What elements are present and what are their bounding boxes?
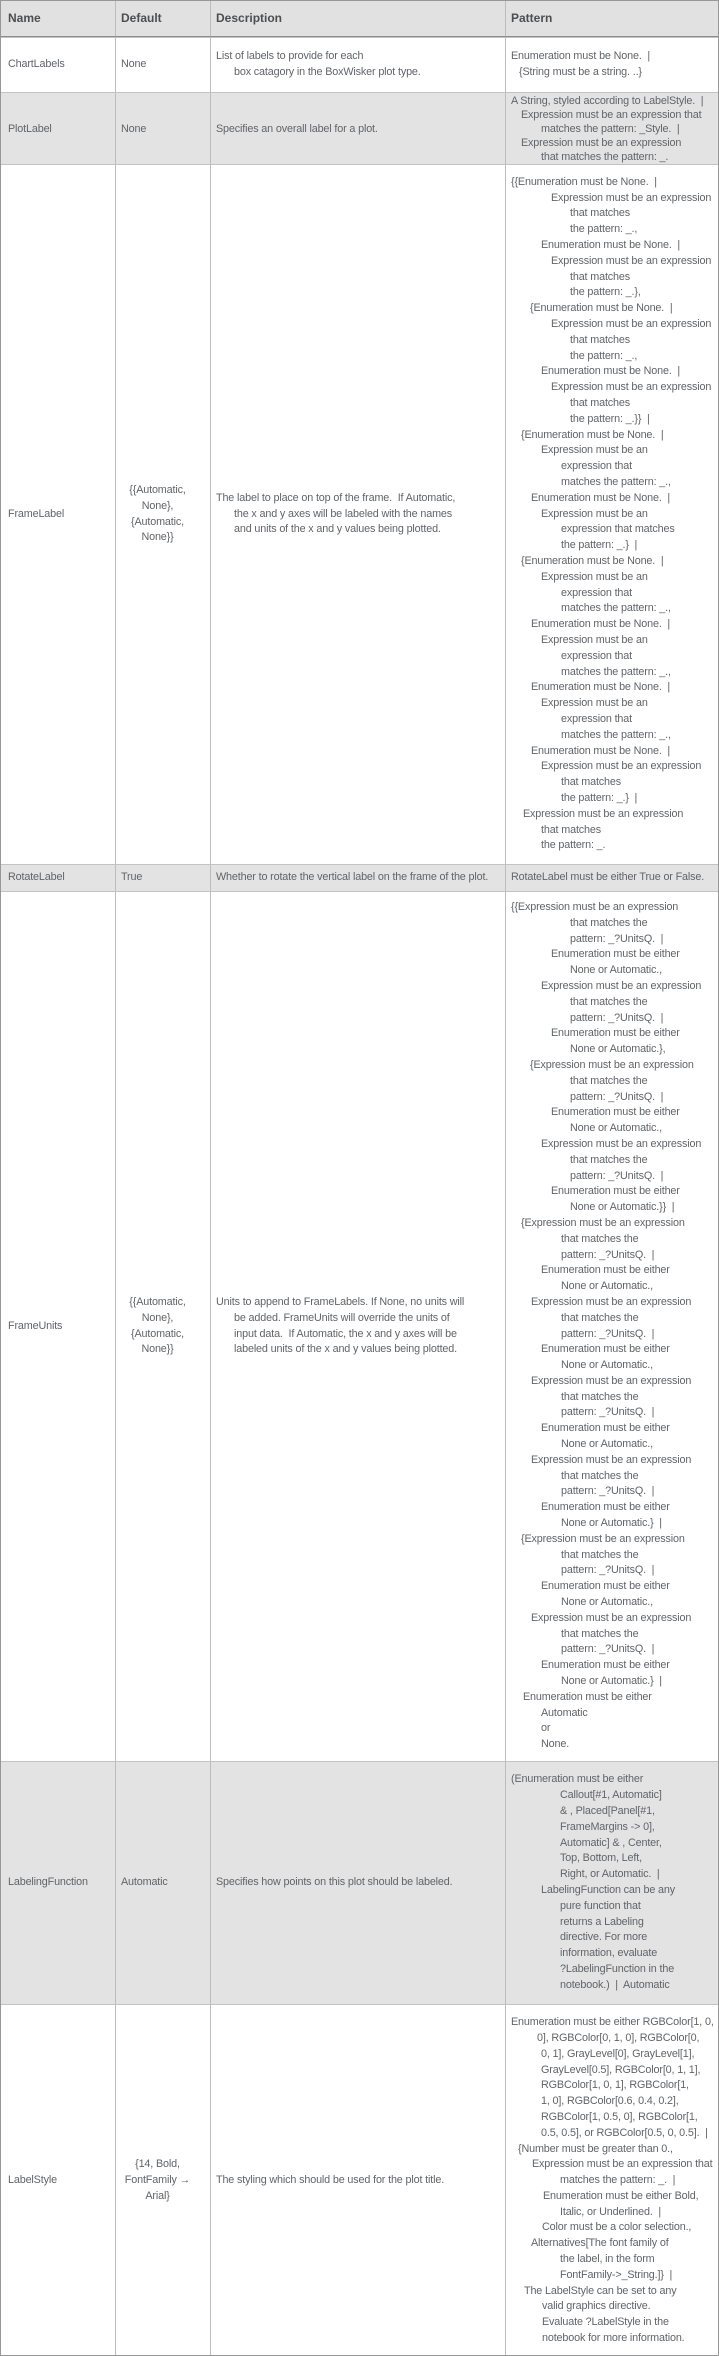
cell-name: [1, 38, 115, 92]
pattern-line: pattern: _?UnitsQ. |: [570, 1011, 664, 1024]
pattern-line: that matches the: [570, 1153, 648, 1166]
pattern-line: pattern: _?UnitsQ. |: [561, 1643, 655, 1656]
pattern-line: Enumeration must be either: [541, 1343, 670, 1356]
pattern-line: Expression must be an expression: [531, 1295, 692, 1308]
pattern-line: None or Automatic.,: [561, 1280, 653, 1293]
cell-default: [115, 865, 210, 891]
default-value-line: None},: [141, 1311, 174, 1324]
table-row: [1, 2004, 718, 2356]
pattern-line: matches the pattern: _. |: [560, 2174, 676, 2187]
pattern-line: Enumeration must be either: [541, 1580, 670, 1593]
cell-description: [210, 892, 505, 1761]
pattern-line: LabelingFunction can be any: [541, 1884, 676, 1896]
cell-default: [115, 2005, 210, 2356]
default-value-line: {14, Bold,: [135, 2158, 180, 2171]
pattern-line: pure function that: [560, 1899, 641, 1912]
pattern-line: ?LabelingFunction in the: [560, 1962, 675, 1975]
description-line: Specifies an overall label for a plot.: [216, 122, 378, 135]
column-header-name: [1, 1, 115, 36]
pattern-line: pattern: _?UnitsQ. |: [570, 1169, 664, 1182]
pattern-line: FrameMargins -> 0],: [560, 1820, 655, 1833]
pattern-line: pattern: _?UnitsQ. |: [561, 1564, 655, 1577]
pattern-line: {Enumeration must be None. |: [521, 428, 664, 441]
cell-pattern: [505, 892, 718, 1761]
column-header-description: [210, 1, 505, 36]
option-name: ChartLabels: [8, 58, 65, 71]
cell-default: [115, 38, 210, 92]
pattern-line: notebook for more information.: [542, 2332, 685, 2345]
default-value-line: None: [121, 58, 147, 71]
pattern-line: {Enumeration must be None. |: [521, 554, 664, 567]
pattern-line: The LabelStyle can be set to any: [524, 2284, 677, 2297]
pattern-line: None or Automatic.,: [570, 964, 662, 977]
pattern-line: matches the pattern: _.,: [561, 602, 671, 615]
default-value-line: None: [121, 122, 147, 135]
pattern-line: or: [541, 1722, 551, 1735]
pattern-line: Expression must be an expression: [551, 318, 712, 331]
default-value-line: {{Automatic,: [129, 483, 186, 496]
pattern-line: pattern: _?UnitsQ. |: [570, 932, 664, 945]
pattern-line: Top, Bottom, Left,: [560, 1852, 642, 1865]
cell-description: [210, 93, 505, 164]
pattern-line: the pattern: _.}} |: [570, 412, 650, 425]
pattern-line: Expression must be an expression: [551, 381, 712, 394]
pattern-line: that matches the: [570, 995, 648, 1008]
pattern-line: None or Automatic.,: [561, 1359, 653, 1372]
cell-pattern: [505, 93, 718, 164]
pattern-line: Automatic: [541, 1706, 588, 1719]
default-value-line: None},: [141, 499, 174, 512]
pattern-line: Enumeration must be either: [541, 1264, 670, 1277]
pattern-line: Expression must be an: [541, 507, 648, 520]
pattern-line: Expression must be an expression: [541, 979, 702, 992]
pattern-line: Expression must be an expression: [531, 1611, 692, 1624]
table-body: [1, 37, 718, 2356]
pattern-line: that matches: [570, 270, 631, 283]
pattern-line: Expression must be an expression: [531, 1453, 692, 1466]
pattern-line: Alternatives[The font family of: [531, 2237, 669, 2250]
pattern-line: that matches the: [570, 1074, 648, 1087]
pattern-line: information, evaluate: [560, 1947, 658, 1960]
pattern-line: None or Automatic.,: [570, 1122, 662, 1135]
pattern-line: None or Automatic.,: [561, 1438, 653, 1451]
pattern-line: expression that: [561, 649, 632, 662]
pattern-line: that matches the: [561, 1311, 639, 1324]
pattern-line: Enumeration must be either: [551, 1185, 680, 1198]
pattern-line: Expression must be an expression: [541, 1137, 702, 1150]
pattern-line: Enumeration must be either: [523, 1690, 652, 1703]
cell-pattern: [505, 1762, 718, 2004]
pattern-line: Automatic] & , Center,: [560, 1836, 662, 1849]
pattern-line: Enumeration must be either: [541, 1422, 670, 1435]
cell-default: [115, 93, 210, 164]
pattern-line: A String, styled according to LabelStyle. |: [511, 94, 704, 107]
pattern-line: FontFamily->_String.]} |: [560, 2268, 673, 2281]
pattern-line: None or Automatic.},: [570, 1043, 666, 1056]
cell-name: [1, 93, 115, 164]
pattern-line: Enumeration must be either: [541, 1501, 670, 1514]
option-name: LabelStyle: [8, 2174, 57, 2187]
pattern-line: expression that: [561, 460, 632, 473]
pattern-line: {Expression must be an expression: [521, 1532, 685, 1545]
pattern-line: Expression must be an expression: [521, 136, 682, 149]
pattern-line: Expression must be an expression that: [532, 2158, 713, 2171]
option-name: RotateLabel: [8, 871, 65, 884]
option-name: PlotLabel: [8, 122, 52, 135]
pattern-line: {Enumeration must be None. |: [530, 302, 673, 315]
table-row: [1, 1761, 718, 2004]
table-row: [1, 164, 718, 864]
default-value-line: Arial}: [145, 2189, 170, 2202]
pattern-line: 0.5, 0.5], or RGBColor[0.5, 0, 0.5]. |: [541, 2126, 708, 2139]
pattern-line: that matches the: [561, 1627, 639, 1640]
cell-pattern: [505, 865, 718, 891]
pattern-line: None or Automatic.} |: [561, 1675, 662, 1688]
pattern-line: Enumeration must be either: [551, 1027, 680, 1040]
cell-default: [115, 165, 210, 864]
pattern-line: pattern: _?UnitsQ. |: [561, 1406, 655, 1419]
pattern-line: that matches: [561, 776, 622, 789]
pattern-line: pattern: _?UnitsQ. |: [561, 1327, 655, 1340]
cell-name: [1, 865, 115, 891]
cell-name: [1, 892, 115, 1761]
pattern-line: the pattern: _.,: [570, 349, 638, 362]
pattern-line: that matches the: [561, 1390, 639, 1403]
pattern-line: Expression must be an: [541, 633, 648, 646]
cell-pattern: [505, 2005, 718, 2356]
cell-description: [210, 2005, 505, 2356]
pattern-line: that matches: [570, 333, 631, 346]
pattern-line: Color must be a color selection.,: [542, 2221, 692, 2234]
description-line: The styling which should be used for the plot title.: [216, 2174, 445, 2187]
default-value-line: True: [121, 871, 143, 884]
pattern-line: {Expression must be an expression: [521, 1216, 685, 1229]
default-value-line: None}}: [141, 1343, 174, 1356]
pattern-line: None.: [541, 1738, 570, 1751]
table-row: [1, 891, 718, 1761]
cell-description: [210, 1762, 505, 2004]
pattern-line: Enumeration must be None. |: [511, 50, 651, 63]
table-header-row: [1, 1, 718, 37]
pattern-line: Right, or Automatic. |: [560, 1868, 660, 1881]
pattern-line: Expression must be an: [541, 444, 648, 457]
pattern-line: {Number must be greater than 0.,: [518, 2142, 673, 2155]
pattern-line: {Expression must be an expression: [530, 1058, 694, 1071]
pattern-line: {{Enumeration must be None. |: [511, 175, 657, 188]
pattern-line: & , Placed[Panel[#1,: [560, 1805, 655, 1818]
pattern-line: Expression must be an: [541, 570, 648, 583]
pattern-line: GrayLevel[0.5], RGBColor[0, 1, 1],: [541, 2063, 701, 2076]
table-row: [1, 864, 718, 891]
pattern-line: Expression must be an: [541, 697, 648, 710]
column-header-label: Description: [216, 10, 283, 25]
column-header-label: Pattern: [511, 10, 553, 25]
pattern-line: 0], RGBColor[0, 1, 0], RGBColor[0,: [537, 2031, 700, 2044]
column-header-pattern: [505, 1, 718, 36]
pattern-line: that matches: [541, 823, 602, 836]
pattern-line: Enumeration must be either: [551, 1106, 680, 1119]
table-row: [1, 92, 718, 164]
pattern-line: Italic, or Underlined. |: [560, 2205, 662, 2218]
pattern-line: Enumeration must be None. |: [531, 491, 671, 504]
pattern-line: matches the pattern: _Style. |: [541, 122, 680, 135]
pattern-line: Enumeration must be None. |: [531, 744, 671, 757]
pattern-line: the pattern: _.} |: [561, 791, 638, 804]
option-name: FrameLabel: [8, 507, 65, 520]
pattern-line: that matches the: [570, 916, 648, 929]
pattern-line: expression that: [561, 712, 632, 725]
pattern-line: Callout[#1, Automatic]: [560, 1789, 662, 1802]
pattern-line: returns a Labeling: [560, 1915, 644, 1928]
option-name: FrameUnits: [8, 1319, 63, 1332]
cell-description: [210, 165, 505, 864]
pattern-line: pattern: _?UnitsQ. |: [561, 1485, 655, 1498]
cell-pattern: [505, 38, 718, 92]
pattern-line: Enumeration must be None. |: [531, 681, 671, 694]
column-header-default: [115, 1, 210, 36]
pattern-line: expression that matches: [561, 523, 675, 536]
pattern-line: directive. For more: [560, 1931, 648, 1944]
description-line: the x and y axes will be labeled with the names: [234, 507, 453, 520]
cell-description: [210, 38, 505, 92]
pattern-line: that matches the: [561, 1232, 639, 1245]
pattern-line: that matches: [570, 397, 631, 410]
pattern-line: Enumeration must be either: [541, 1659, 670, 1672]
pattern-line: Expression must be an expression: [531, 1374, 692, 1387]
pattern-line: Enumeration must be either Bold,: [543, 2189, 699, 2202]
description-line: List of labels to provide for each: [216, 50, 364, 63]
cell-pattern: [505, 165, 718, 864]
default-value-line: {{Automatic,: [129, 1295, 186, 1308]
pattern-line: Enumeration must be None. |: [531, 618, 671, 631]
pattern-line: Enumeration must be either: [551, 948, 680, 961]
pattern-line: Expression must be an expression: [551, 254, 712, 267]
pattern-line: Expression must be an expression that: [521, 108, 702, 121]
pattern-line: 1, 0], RGBColor[0.6, 0.4, 0.2],: [541, 2095, 679, 2108]
pattern-line: None or Automatic.} |: [561, 1517, 662, 1530]
description-line: The label to place on top of the frame. If Automatic,: [216, 491, 456, 504]
default-value-line: None}}: [141, 531, 174, 544]
pattern-line: the label, in the form: [560, 2253, 655, 2266]
description-line: Specifies how points on this plot should be labeled.: [216, 1876, 453, 1889]
description-line: input data. If Automatic, the x and y axes will be: [234, 1327, 457, 1340]
option-name: LabelingFunction: [8, 1876, 88, 1889]
pattern-line: {{Expression must be an expression: [511, 900, 679, 913]
pattern-line: the pattern: _.},: [570, 286, 641, 299]
pattern-line: the pattern: _.,: [570, 223, 638, 236]
pattern-line: RGBColor[1, 0.5, 0], RGBColor[1,: [541, 2110, 698, 2123]
pattern-line: Enumeration must be either RGBColor[1, 0,: [511, 2016, 714, 2029]
pattern-line: Enumeration must be None. |: [541, 239, 681, 252]
pattern-line: that matches the pattern: _.: [541, 150, 669, 163]
pattern-line: None or Automatic.}} |: [570, 1201, 675, 1214]
cell-name: [1, 1762, 115, 2004]
pattern-line: (Enumeration must be either: [511, 1773, 644, 1786]
pattern-line: {String must be a string. ..}: [519, 66, 642, 78]
default-value-line: Automatic: [121, 1876, 168, 1889]
pattern-line: Expression must be an expression: [541, 760, 702, 773]
description-line: labeled units of the x and y values being plotted.: [234, 1343, 457, 1356]
default-value-line: FontFamily →: [124, 2174, 191, 2187]
pattern-line: pattern: _?UnitsQ. |: [561, 1248, 655, 1261]
pattern-line: valid graphics directive.: [542, 2300, 651, 2313]
pattern-line: the pattern: _.: [541, 839, 606, 852]
description-line: Whether to rotate the vertical label on the frame of the plot.: [216, 871, 489, 884]
description-line: box catagory in the BoxWisker plot type.: [234, 66, 421, 78]
pattern-line: the pattern: _.} |: [561, 539, 638, 552]
cell-name: [1, 165, 115, 864]
cell-description: [210, 865, 505, 891]
description-line: and units of the x and y values being plotted.: [234, 523, 441, 536]
description-line: be added. FrameUnits will override the units of: [234, 1311, 450, 1324]
pattern-line: 0, 1], GrayLevel[0], GrayLevel[1],: [541, 2047, 695, 2060]
default-value-line: {Automatic,: [131, 515, 184, 528]
description-line: Units to append to FrameLabels. If None, no units will: [216, 1295, 465, 1308]
default-value-line: {Automatic,: [131, 1327, 184, 1340]
pattern-line: None or Automatic.,: [561, 1596, 653, 1609]
column-header-label: Name: [8, 10, 41, 25]
pattern-line: that matches the: [561, 1548, 639, 1561]
cell-default: [115, 1762, 210, 2004]
cell-default: [115, 892, 210, 1761]
column-header-label: Default: [121, 10, 162, 25]
pattern-line: Expression must be an expression: [523, 807, 684, 820]
pattern-line: RGBColor[1, 0, 1], RGBColor[1,: [541, 2079, 689, 2092]
pattern-line: matches the pattern: _.,: [561, 728, 671, 741]
pattern-line: notebook.) | Automatic: [560, 1978, 670, 1991]
pattern-line: that matches: [570, 207, 631, 220]
pattern-line: matches the pattern: _.,: [561, 665, 671, 678]
cell-name: [1, 2005, 115, 2356]
pattern-line: pattern: _?UnitsQ. |: [570, 1090, 664, 1103]
pattern-line: matches the pattern: _.,: [561, 476, 671, 488]
pattern-line: that matches the: [561, 1469, 639, 1482]
pattern-line: Enumeration must be None. |: [541, 365, 681, 378]
table-row: [1, 37, 718, 92]
pattern-line: expression that: [561, 586, 632, 599]
pattern-line: RotateLabel must be either True or False.: [511, 871, 705, 884]
pattern-line: Evaluate ?LabelStyle in the: [542, 2316, 669, 2329]
pattern-line: Expression must be an expression: [551, 191, 712, 204]
